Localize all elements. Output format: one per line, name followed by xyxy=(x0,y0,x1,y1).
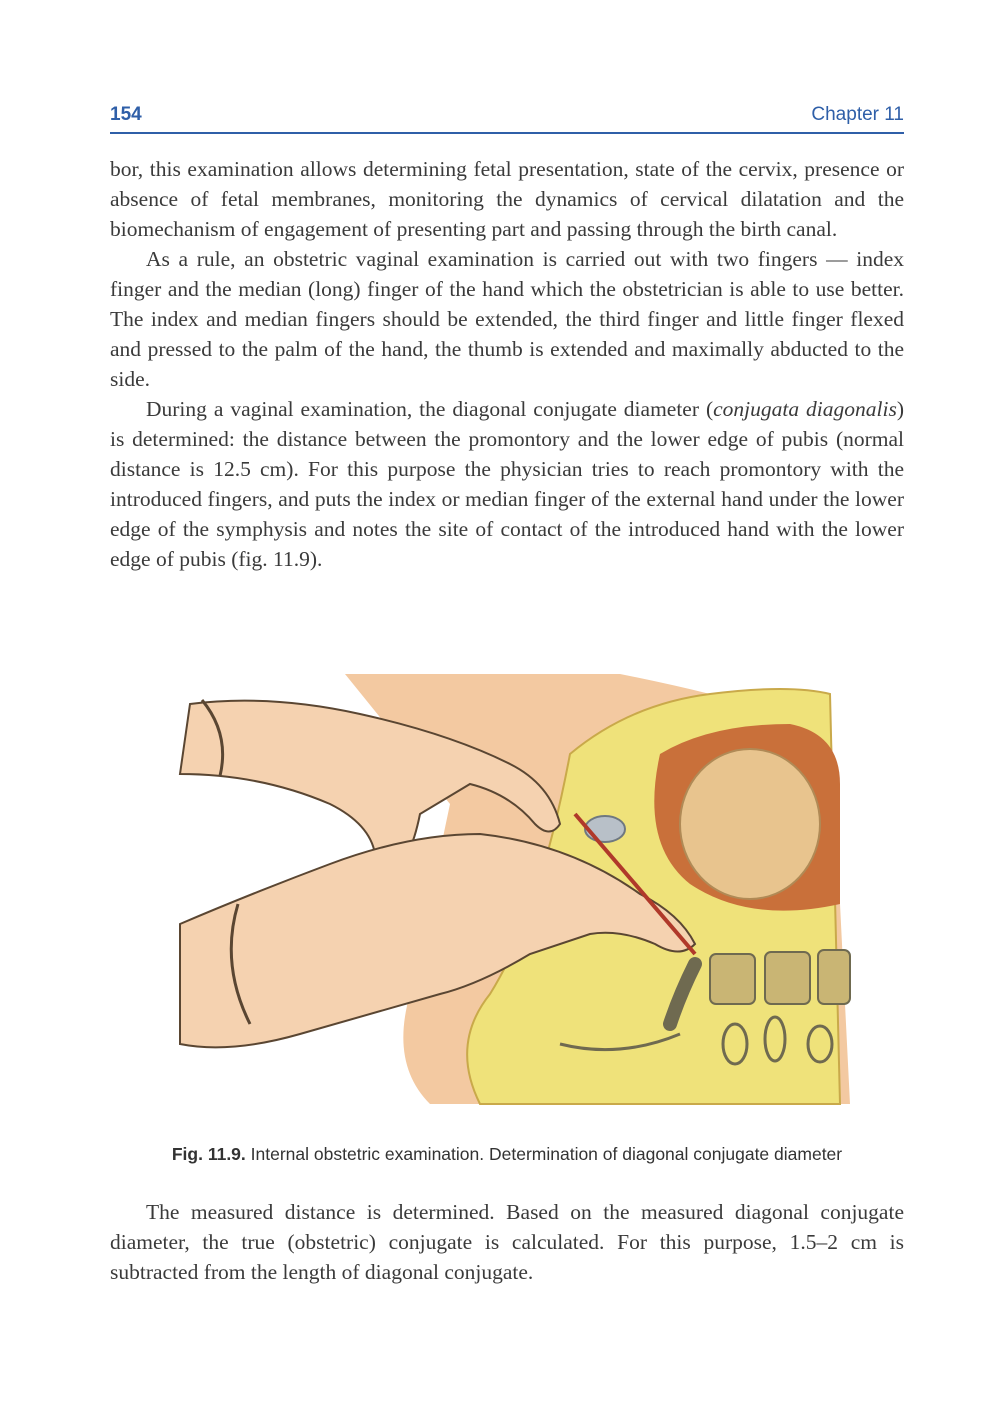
paragraph-3-end: ) is determined: the distance between the promontory and the lower edge of pubis (normal distance is 12.5 cm). For this purpose the physician tries to reach promontory with the introduced fingers, and puts the index or median finger of the external hand under the lower edge of the symphysis and notes the site of contact of the introduced hand with the lower edge of pubis (fig. 11.9). xyxy=(110,397,904,571)
paragraph-3 xyxy=(110,394,904,574)
paragraph-3-italic: conjugata diagonalis xyxy=(713,397,897,421)
paragraph-1: bor, this examination allows determining fetal presentation, state of the cervix, presence or absence of fetal membranes, monitoring the dynamics of cervical dilatation and the biomechanism of engagement of presenting part and passing through the birth canal. xyxy=(110,157,904,241)
figure-caption xyxy=(110,1144,904,1165)
paragraph-2: As a rule, an obstetric vaginal examination is carried out with two fingers — index finger and the median (long) finger of the hand which the obstetrician is able to use better. The index and median fingers should be extended, the third finger and little finger flexed and pressed to the palm of the hand, the thumb is extended and maximally abducted to the side. xyxy=(110,247,904,391)
obstetric-examination-illustration xyxy=(150,664,870,1114)
body-text-bottom xyxy=(110,1197,904,1287)
chapter-title: Chapter 11 xyxy=(811,104,904,125)
paragraph-3-start: During a vaginal examination, the diagonal conjugate diameter ( xyxy=(146,397,714,421)
body-text-top xyxy=(110,154,904,574)
page-number: 154 xyxy=(110,104,142,125)
page-header xyxy=(110,102,904,134)
figure-label: Fig. 11.9. xyxy=(171,1144,246,1164)
fetal-head xyxy=(680,749,820,899)
figure-caption-text: Internal obstetric examination. Determination of diagonal conjugate diameter xyxy=(245,1144,843,1164)
figure-illustration xyxy=(150,664,870,1114)
symphysis-bone xyxy=(585,816,625,842)
paragraph-4: The measured distance is determined. Based on the measured diagonal conjugate diameter, the true (obstetric) conjugate is calculated. For this purpose, 1.5–2 cm is subtracted from the length of diagonal conjugate. xyxy=(110,1200,904,1284)
